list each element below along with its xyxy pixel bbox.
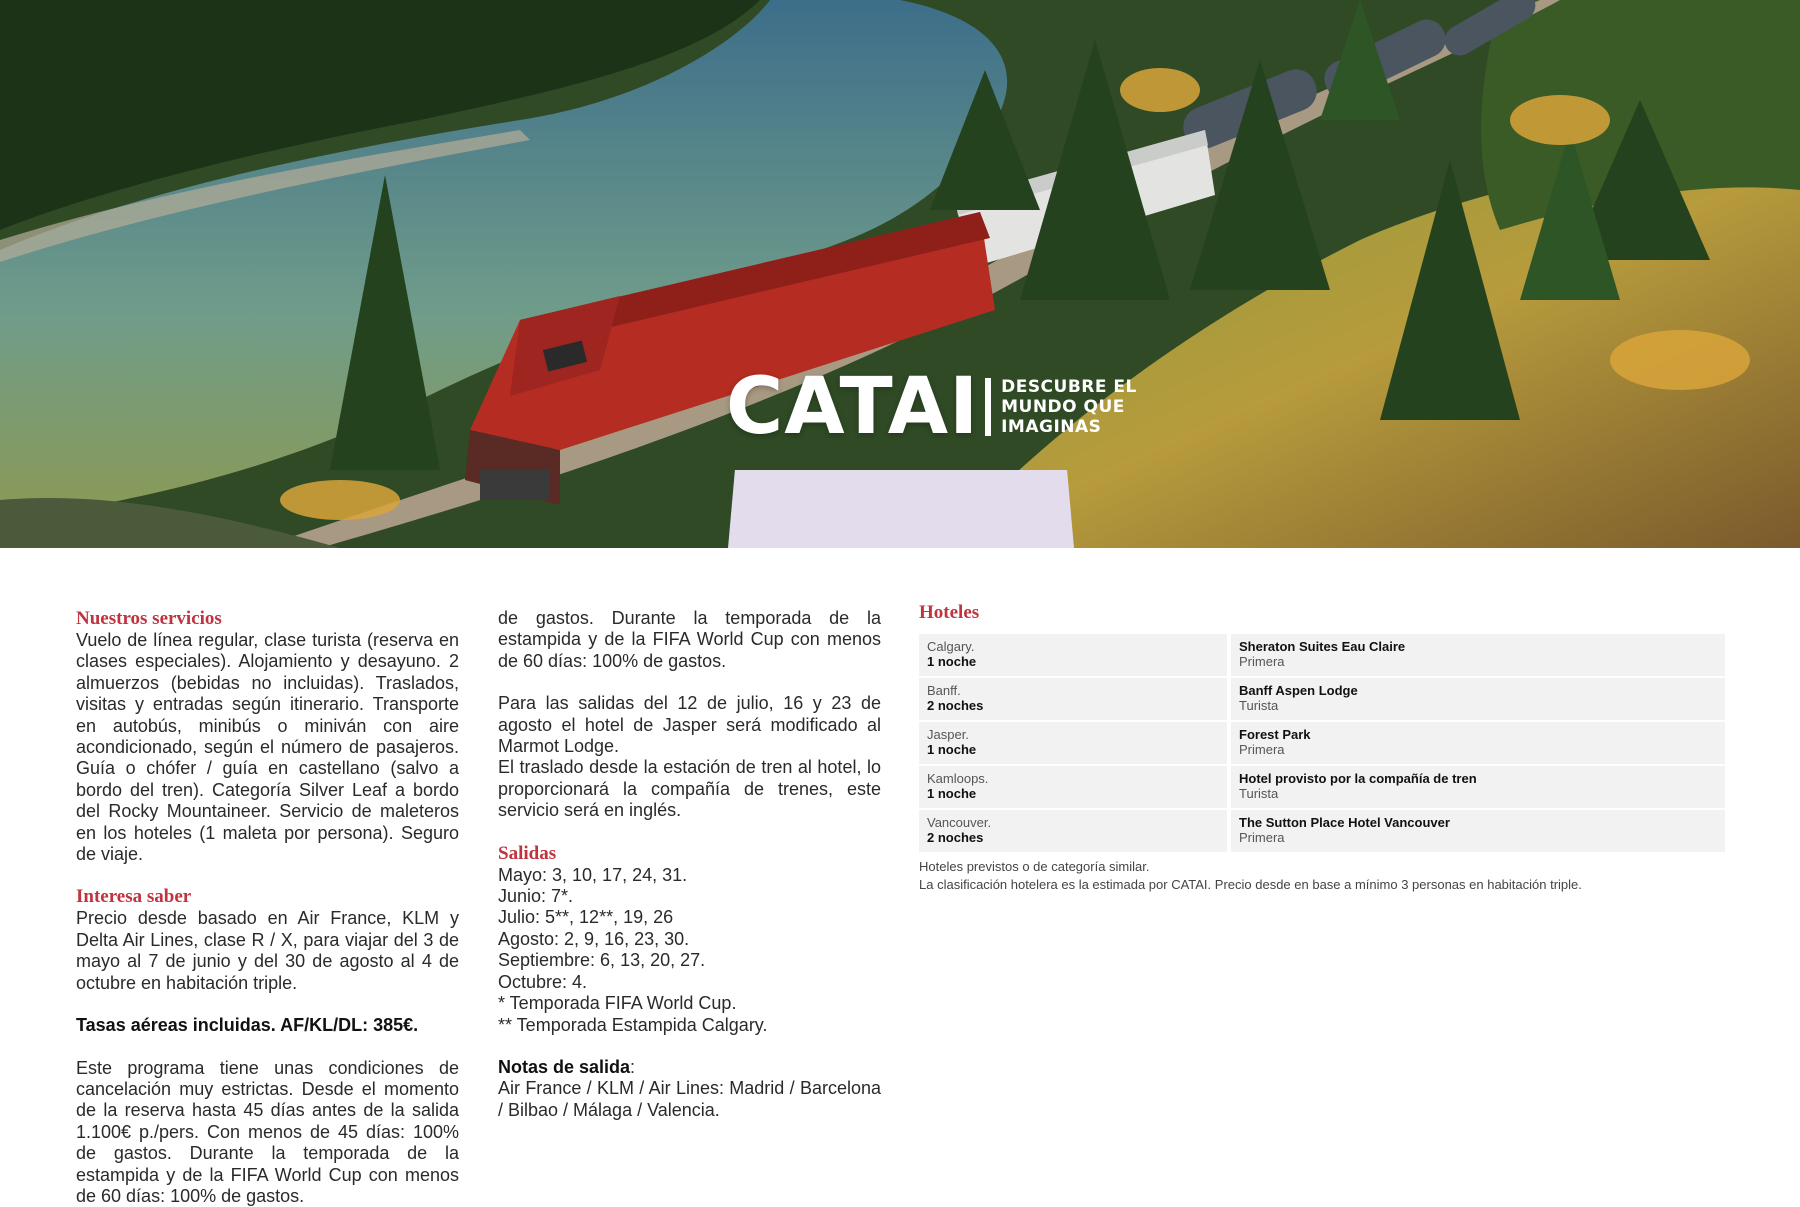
catai-logo <box>726 362 1137 452</box>
brand-name: CATAI <box>726 362 980 452</box>
hotel-name-cell <box>1231 678 1725 720</box>
hotels-section <box>919 602 1725 894</box>
departure-notes-heading: Notas de salida: <box>498 1056 636 1077</box>
hotels-note: Hoteles previstos o de categoría similar. <box>919 859 1150 874</box>
departure-notes-text: Air France / KLM / Air Lines: Madrid / Barcelona / Bilbao / Málaga / Valencia. <box>498 1078 881 1120</box>
hotels-heading: Hoteles <box>919 602 980 623</box>
hotel-city-cell <box>919 722 1227 764</box>
departure-line: Octubre: 4. <box>498 971 588 992</box>
column-middle <box>498 608 881 1121</box>
nights: 1 noche <box>927 742 977 757</box>
hotel-city-cell <box>919 766 1227 808</box>
departure-line: Julio: 5**, 12**, 19, 26 <box>498 907 674 928</box>
column-left <box>76 608 459 1206</box>
services-heading: Nuestros servicios <box>76 608 222 629</box>
departure-line: Agosto: 2, 9, 16, 23, 30. <box>498 928 690 949</box>
price-text: Precio desde basado en Air France, KLM y Delta Air Lines, clase R / X, para viajar del 3 de mayo al 7 de junio y del 30 de agosto al 4 de octubre en habitación triple. <box>76 908 459 993</box>
hotel-category: Primera <box>1239 654 1285 669</box>
hotels-note: La clasificación hotelera es la estimada por CATAI. Precio desde en base a mínimo 3 personas en habitación triple. <box>919 877 1582 892</box>
hotel-row <box>919 766 1725 808</box>
hotel-name: Forest Park <box>1239 727 1311 742</box>
city-name: Kamloops. <box>927 771 989 786</box>
hotel-row <box>919 634 1725 676</box>
hotels-notes <box>919 858 1725 894</box>
hotel-name-cell <box>1231 634 1725 676</box>
city-name: Vancouver. <box>927 815 992 830</box>
tagline-line: DESCUBRE EL <box>1001 377 1137 397</box>
tagline-line: MUNDO QUE <box>1001 397 1125 417</box>
nights: 1 noche <box>927 654 977 669</box>
jasper-note: Para las salidas del 12 de julio, 16 y 23 de agosto el hotel de Jasper será modificado al Marmot Lodge. <box>498 693 881 757</box>
info-heading: Interesa saber <box>76 886 192 908</box>
nights: 1 noche <box>927 786 977 801</box>
hotel-category: Turista <box>1239 698 1279 713</box>
hotel-row <box>919 810 1725 852</box>
city-name: Jasper. <box>927 727 969 742</box>
hotel-city-cell <box>919 678 1227 720</box>
departures-heading: Salidas <box>498 842 557 864</box>
cancellation-text: Este programa tiene unas condiciones de cancelación muy estrictas. Desde el momento de la reserva hasta 45 días antes de la salida 1.100€ p./pers. Con menos de 45 días: 100% de gastos. Durante la temporada de la estampida y de la FIFA World Cup con menos de 60 días: 100% de gastos. <box>76 1057 459 1206</box>
hotel-category: Turista <box>1239 786 1279 801</box>
hero-image <box>0 0 1800 548</box>
taxes-text: Tasas aéreas incluidas. AF/KL/DL: 385€. <box>76 1015 419 1036</box>
departure-line: Mayo: 3, 10, 17, 24, 31. <box>498 864 688 885</box>
hotel-name: Hotel provisto por la compañía de tren <box>1239 771 1477 786</box>
hotel-name-cell <box>1231 810 1725 852</box>
departure-line: Septiembre: 6, 13, 20, 27. <box>498 950 706 971</box>
hotel-name: Banff Aspen Lodge <box>1239 683 1358 698</box>
departure-footnote: ** Temporada Estampida Calgary. <box>498 1014 768 1035</box>
departure-footnote: * Temporada FIFA World Cup. <box>498 993 737 1014</box>
decorative-tab <box>728 470 1074 548</box>
tagline-line: IMAGINAS <box>1001 417 1102 437</box>
hotel-city-cell <box>919 634 1227 676</box>
services-text: Vuelo de línea regular, clase turista (reserva en clases especiales). Alojamiento y desayuno. 2 almuerzos (bebidas no incluidas). Traslados, visitas y entradas según itinerario. Transporte en autobús, minibús o miniván con aire acondicionado, según el número de pasajeros. Guía o chófer / guía en castellano (salvo a bordo del tren). Categoría Silver Leaf a bordo del Rocky Mountaineer. Servicio de maleteros en los hoteles (1 maleta por persona). Seguro de viaje. <box>76 630 459 865</box>
nights: 2 noches <box>927 698 984 713</box>
departure-line: Junio: 7*. <box>498 886 574 907</box>
nights: 2 noches <box>927 830 984 845</box>
hotel-city-cell <box>919 810 1227 852</box>
hotel-name-cell <box>1231 722 1725 764</box>
transfer-note: El traslado desde la estación de tren al hotel, lo proporcionará la compañía de trenes, este servicio será en inglés. <box>498 757 881 821</box>
logo-divider <box>985 378 991 436</box>
city-name: Banff. <box>927 683 961 698</box>
hotel-name: The Sutton Place Hotel Vancouver <box>1239 815 1450 830</box>
hotel-row <box>919 678 1725 720</box>
hotel-row <box>919 722 1725 764</box>
train-landscape-illustration <box>0 0 1800 548</box>
city-name: Calgary. <box>927 639 975 654</box>
departure-notes-label: Notas de salida <box>498 1056 631 1077</box>
hotel-category: Primera <box>1239 742 1285 757</box>
cancellation-continued: de gastos. Durante la temporada de la estampida y de la FIFA World Cup con menos de 60 días: 100% de gastos. <box>498 608 881 671</box>
hotel-category: Primera <box>1239 830 1285 845</box>
brand-tagline <box>1001 377 1137 437</box>
hotel-name-cell <box>1231 766 1725 808</box>
hotel-name: Sheraton Suites Eau Claire <box>1239 639 1406 654</box>
